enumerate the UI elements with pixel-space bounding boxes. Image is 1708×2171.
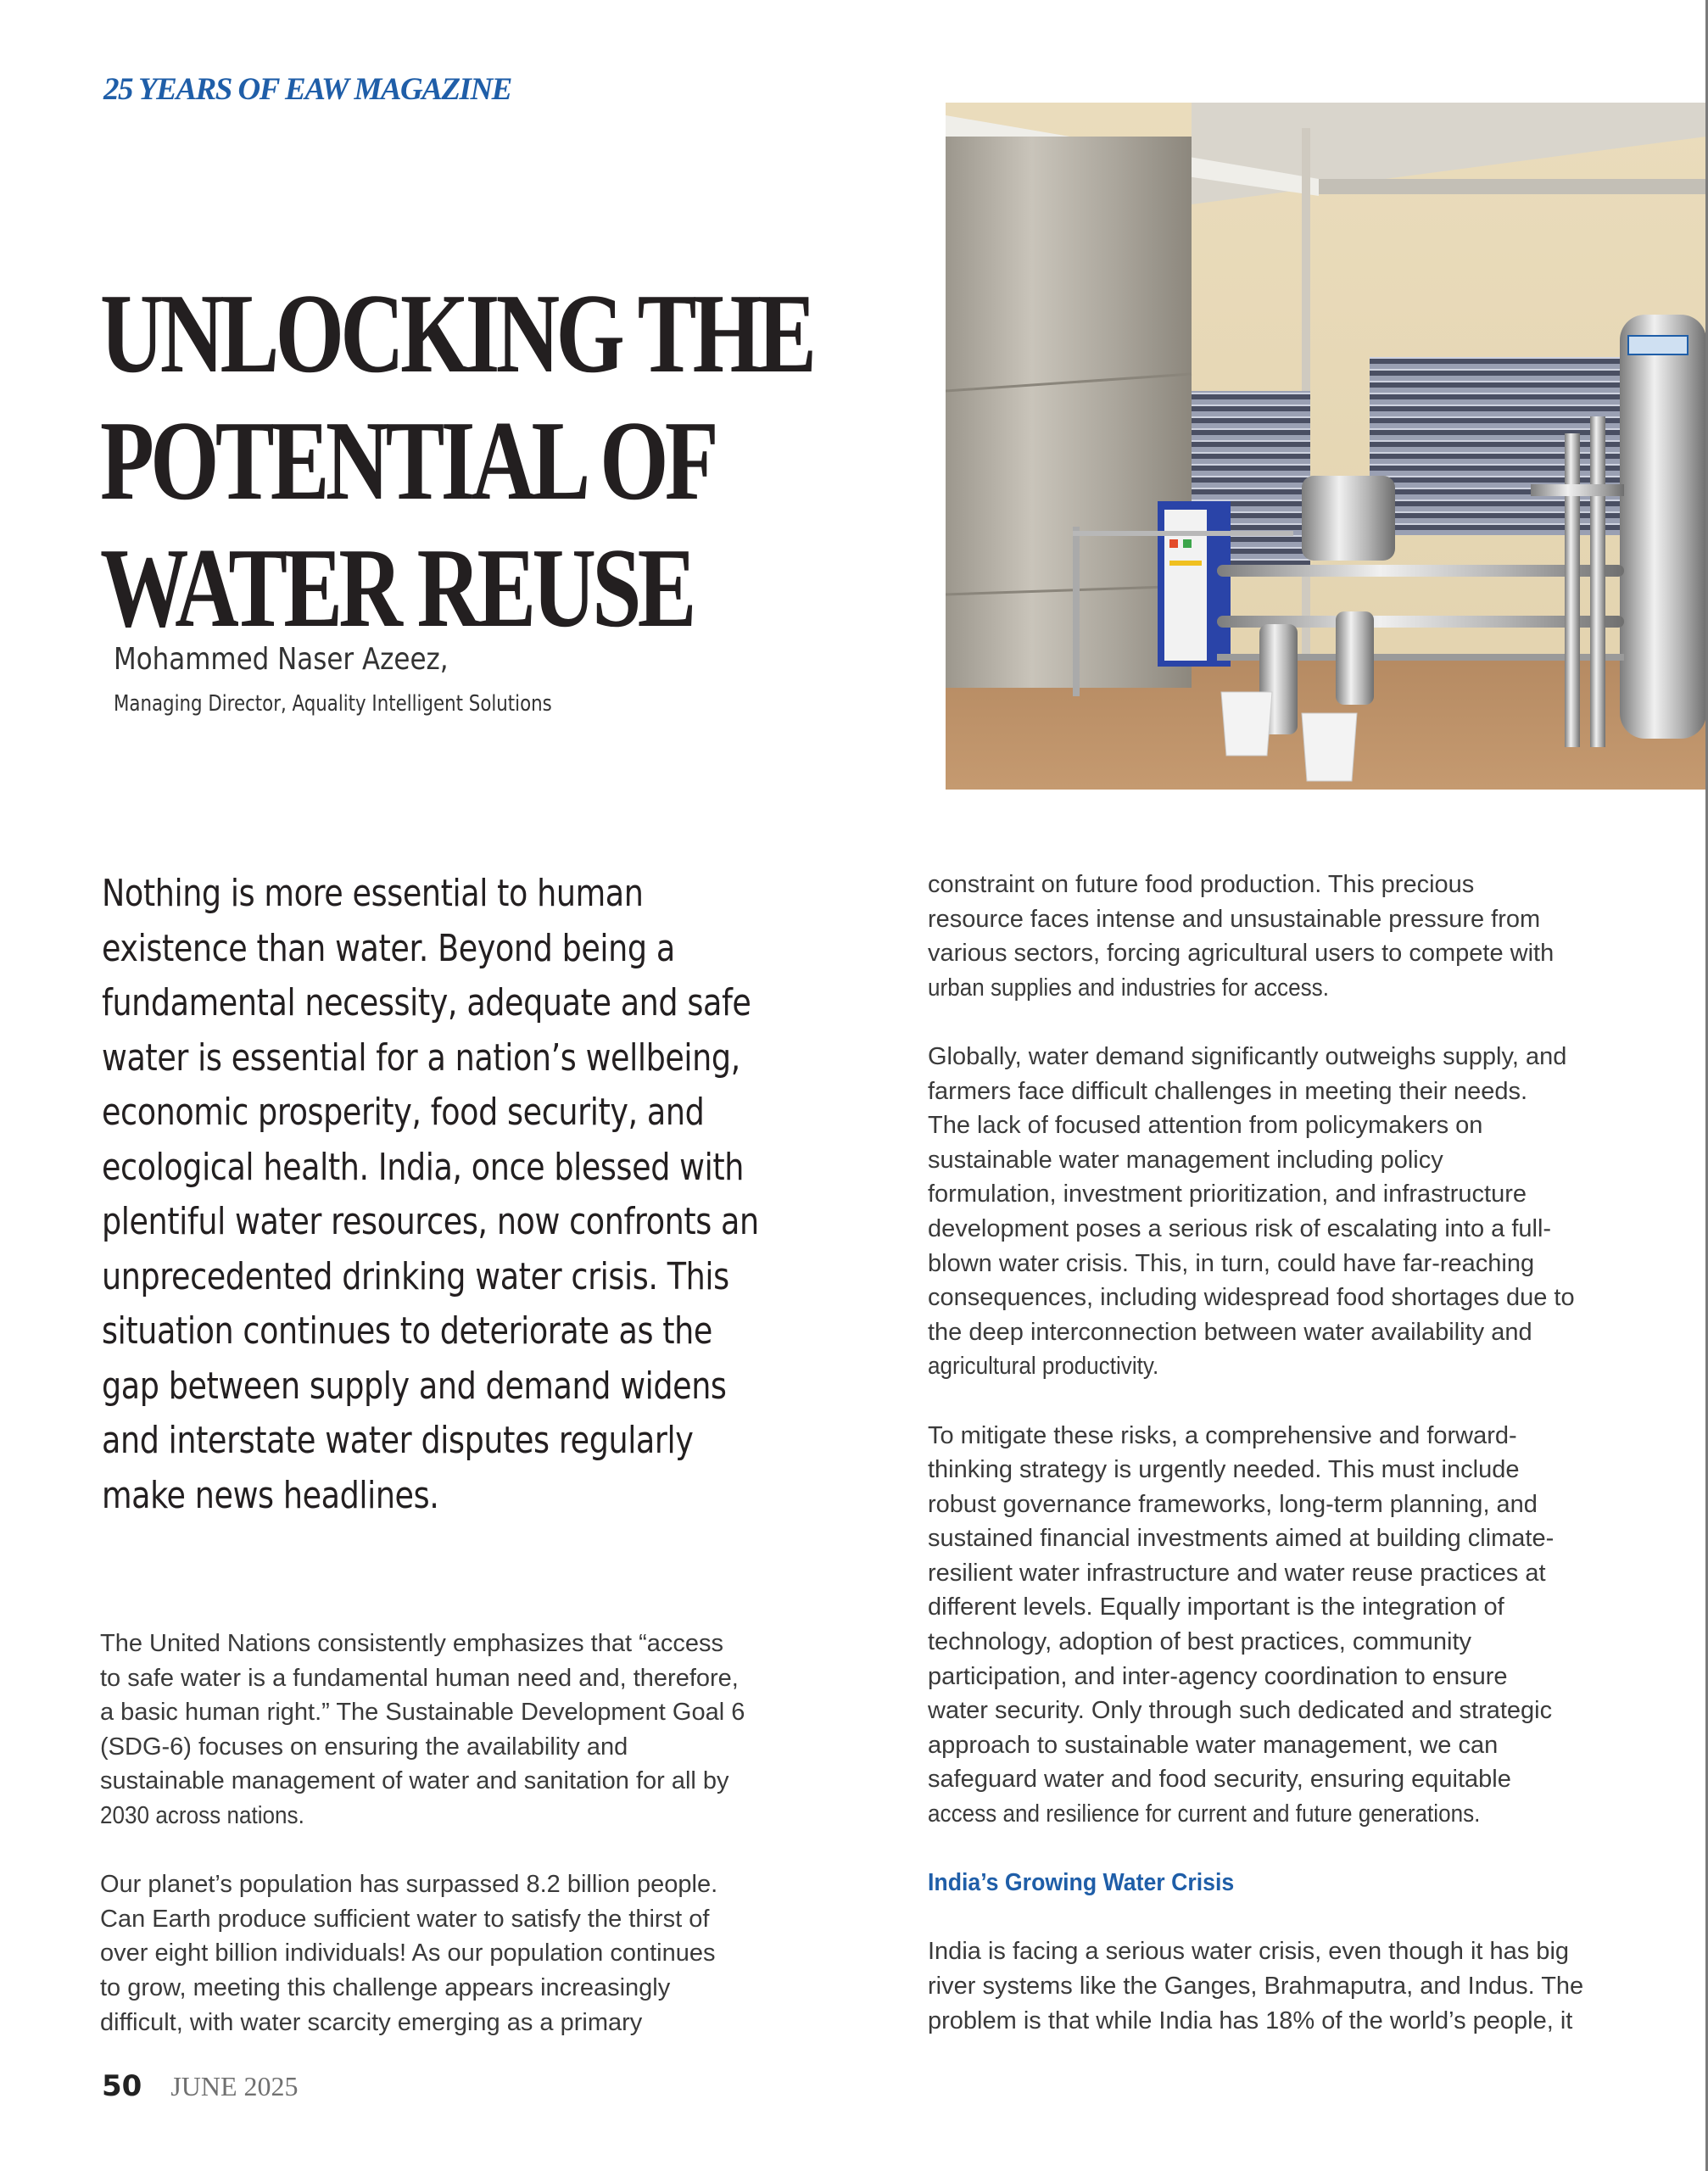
- page-number: 50: [102, 2069, 142, 2103]
- lead-line: economic prosperity, food security, and: [102, 1091, 705, 1134]
- article-title: [100, 270, 813, 651]
- lead-line: Nothing is more essential to human: [102, 872, 644, 915]
- body-line: urban supplies and industries for access.: [928, 974, 1329, 1002]
- body-line: access and resilience for current and future generations.: [928, 1800, 1481, 1828]
- title-line: POTENTIAL OF: [100, 398, 715, 523]
- paragraph-un-sdg6: [100, 1627, 779, 1833]
- body-line: To mitigate these risks, a comprehensive and forward-: [928, 1421, 1517, 1449]
- body-line: 2030 across nations.: [100, 1801, 304, 1829]
- lead-line: fundamental necessity, adequate and safe: [102, 981, 751, 1024]
- body-line: India is facing a serious water crisis, even though it has big: [928, 1938, 1570, 1966]
- body-line: water security. Only through such dedicated and strategic: [928, 1697, 1553, 1725]
- paragraph-food-production: [928, 868, 1606, 1005]
- lead-line: ecological health. India, once blessed with: [102, 1145, 744, 1189]
- body-line: sustainable water management including policy: [928, 1146, 1443, 1174]
- body-line: problem is that while India has 18% of the world’s people, it: [928, 2006, 1573, 2034]
- body-line: thinking strategy is urgently needed. This must include: [928, 1456, 1520, 1484]
- body-line: river systems like the Ganges, Brahmaputra, and Indus. The: [928, 1973, 1584, 2000]
- left-body-column: [100, 1627, 779, 2040]
- body-line: safeguard water and food security, ensuring equitable: [928, 1766, 1511, 1794]
- body-line: The lack of focused attention from policymakers on: [928, 1112, 1483, 1140]
- author-role: Managing Director, Aquality Intelligent Solutions: [114, 691, 552, 717]
- body-line: constraint on future food production. This precious: [928, 871, 1475, 898]
- lead-line: water is essential for a nation’s wellbeing,: [102, 1035, 740, 1080]
- body-line: approach to sustainable water management, we can: [928, 1731, 1499, 1759]
- body-line: over eight billion individuals! As our population continues: [100, 1939, 716, 1967]
- body-line: robust governance frameworks, long-term planning, and: [928, 1490, 1538, 1518]
- page-footer: [102, 2069, 299, 2103]
- body-line: sustainable management of water and sanitation for all by: [100, 1767, 729, 1795]
- body-line: to safe water is a fundamental human need and, therefore,: [100, 1664, 739, 1692]
- body-line: Our planet’s population has surpassed 8.2 billion people.: [100, 1871, 718, 1899]
- lead-line: plentiful water resources, now confronts an: [102, 1200, 759, 1243]
- paragraph-mitigation: [928, 1419, 1606, 1832]
- title-line: WATER REUSE: [100, 525, 693, 650]
- magazine-kicker: 25 YEARS OF EAW MAGAZINE: [103, 72, 511, 107]
- body-line: development poses a serious risk of escalating into a full-: [928, 1214, 1552, 1242]
- body-line: technology, adoption of best practices, community: [928, 1628, 1472, 1656]
- lead-line: make news headlines.: [102, 1473, 439, 1517]
- body-line: resilient water infrastructure and water reuse practices at: [928, 1559, 1546, 1587]
- lead-line: and interstate water disputes regularly: [102, 1419, 694, 1462]
- right-body-column: [928, 868, 1606, 2038]
- body-line: formulation, investment prioritization, and infrastructure: [928, 1180, 1527, 1208]
- body-line: participation, and inter-agency coordination to ensure: [928, 1662, 1508, 1690]
- body-line: (SDG-6) focuses on ensuring the availability and: [100, 1733, 628, 1761]
- lead-line: situation continues to deteriorate as the: [102, 1309, 712, 1353]
- body-line: a basic human right.” The Sustainable Development Goal 6: [100, 1699, 745, 1727]
- issue-date: JUNE 2025: [170, 2071, 299, 2101]
- body-line: sustained financial investments aimed at building climate-: [928, 1525, 1555, 1553]
- lead-line: gap between supply and demand widens: [102, 1364, 727, 1408]
- photo-image-icon: [946, 103, 1706, 790]
- water-treatment-plant-photo: [946, 103, 1706, 790]
- title-line: UNLOCKING THE: [100, 271, 813, 396]
- body-line: farmers face difficult challenges in meeting their needs.: [928, 1077, 1528, 1105]
- body-line: blown water crisis. This, in turn, could have far-reaching: [928, 1249, 1535, 1277]
- body-line: the deep interconnection between water availability and: [928, 1318, 1532, 1346]
- body-line: to grow, meeting this challenge appears increasingly: [100, 1973, 671, 2001]
- section-subheading: India’s Growing Water Crisis: [928, 1869, 1235, 1897]
- body-line: various sectors, forcing agricultural users to compete with: [928, 940, 1555, 968]
- body-line: Can Earth produce sufficient water to satisfy the thirst of: [100, 1905, 710, 1933]
- author-name: Mohammed Naser Azeez,: [114, 642, 449, 677]
- body-line: Globally, water demand significantly outweighs supply, and: [928, 1042, 1567, 1070]
- lead-line: unprecedented drinking water crisis. This: [102, 1254, 729, 1298]
- body-line: resource faces intense and unsustainable pressure from: [928, 905, 1541, 933]
- body-line: agricultural productivity.: [928, 1353, 1159, 1381]
- body-line: The United Nations consistently emphasizes that “access: [100, 1630, 724, 1657]
- lead-line: existence than water. Beyond being a: [102, 926, 675, 970]
- paragraph-india-crisis: [928, 1934, 1606, 2038]
- body-line: difficult, with water scarcity emerging as a primary: [100, 2008, 643, 2036]
- body-line: consequences, including widespread food shortages due to: [928, 1284, 1575, 1312]
- paragraph-global-demand: [928, 1040, 1606, 1384]
- paragraph-population: [100, 1867, 779, 2040]
- lead-paragraph: [102, 867, 848, 1523]
- body-line: different levels. Equally important is the integration of: [928, 1593, 1504, 1621]
